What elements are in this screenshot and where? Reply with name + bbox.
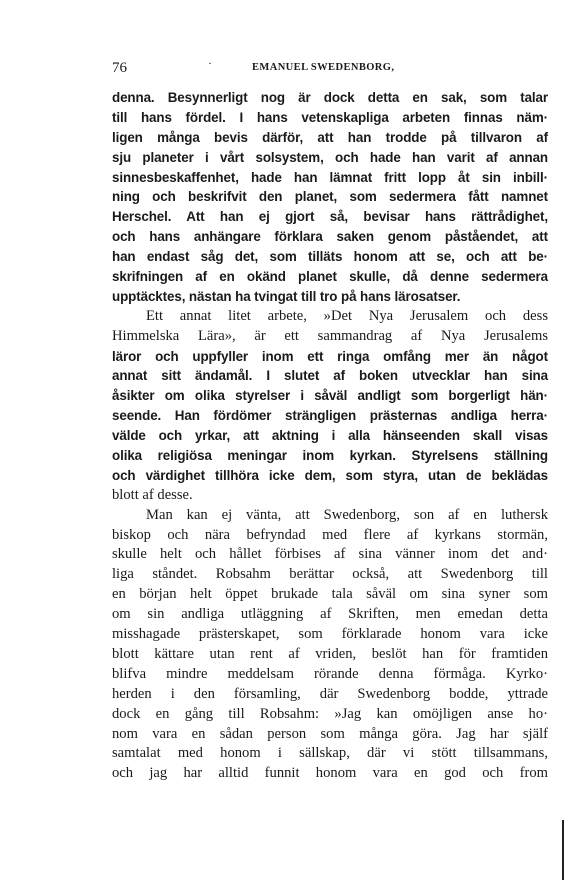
header-dot: · [208, 56, 212, 70]
text-line: blott kättare utan rent af vriden, beslöt han för framtiden [112, 645, 548, 662]
text-line: misshagade prästerskapet, som förklarade honom vara icke [112, 626, 548, 643]
text-line: blifva mindre meddelsam rörande denna förmåga. Kyrko· [112, 665, 548, 682]
margin-line [562, 820, 564, 880]
text-line: och hans anhängare förklara saken genom påståendet, att [112, 229, 548, 245]
text-line: Ett annat litet arbete, »Det Nya Jerusalem och dess [146, 307, 548, 324]
page-number: 76 [112, 60, 127, 76]
text-line: sinnesbeskaffenhet, hade han lämnat fritt lopp åt sin inbill· [112, 169, 548, 185]
text-line: seende. Han fördömer strängligen prästernas andliga herra· [112, 408, 548, 424]
text-line: upptäcktes, nästan ha tvingat till tro på hans lärosatser. [112, 288, 461, 304]
text-line: och jag har alltid funnit honom vara en god och from [112, 765, 548, 782]
text-line: samtalat med honom i sällskap, där vi stött tillsammans, [112, 745, 548, 762]
text-line: han endast såg det, som tilläts honom att se, och att be· [112, 249, 548, 265]
text-line: skrifningen af en okänd planet skulle, då denne sedermera [112, 269, 548, 285]
text-line: välde och yrkar, att aktning i alla hänseenden skall visas [112, 428, 548, 444]
text-line: skulle helt och hållet förbises af sina vänner inom det and· [112, 546, 548, 563]
text-line: Himmelska Lära», är ett sammandrag af Nya Jerusalems [112, 327, 548, 344]
text-line: om sin andliga utläggning af Skriften, men emedan detta [112, 606, 548, 623]
text-line: olika religiösa meningar inom kyrkan. Styrelsens ställning [112, 448, 548, 464]
text-line: till hans fördel. I hans vetenskapliga arbeten finnas näm· [112, 109, 548, 125]
text-line: Herschel. Att han ej gjort så, bevisar hans rättrådighet, [112, 209, 548, 225]
text-line: ligen många bevis därför, att han trodde på tillvaron af [112, 129, 548, 145]
text-line: blott af desse. [112, 486, 193, 503]
text-line: liga ståndet. Robsahm berättar också, att Swedenborg till [112, 566, 548, 583]
text-line: nom vara en sådan person som många göra. Jag har själf [112, 725, 548, 742]
body-text [112, 88, 548, 784]
text-line: läror och uppfyller inom ett ringa omfång mer än något [112, 348, 548, 364]
text-line: en början helt öppet brukade tala såväl om sina syner som [112, 586, 548, 603]
running-title: EMANUEL SWEDENBORG, [252, 62, 395, 73]
text-line: Man kan ej vänta, att Swedenborg, son af en luthersk [146, 506, 548, 523]
text-line: denna. Besynnerligt nog är dock detta en sak, som talar [112, 90, 548, 105]
text-line: åsikter om olika styrelser i såväl andligt som borgerligt hän· [112, 388, 548, 404]
text-line: ning och beskrifvit den planet, som sedermera fått namnet [112, 189, 548, 205]
text-line: och värdighet tillhöra icke dem, som styra, utan de beklädas [112, 467, 548, 483]
text-line: dock en gång till Robsahm: »Jag kan omöjligen anse ho· [112, 705, 548, 722]
text-line: biskop och nära befryndad med flere af kyrkans stormän, [112, 526, 548, 543]
running-head [112, 58, 548, 78]
text-line: herden i den församling, där Swedenborg bodde, yttrade [112, 685, 548, 702]
text-line: sju planeter i vårt solsystem, och hade han varit af annan [112, 149, 548, 165]
text-line: annat sitt ändamål. I slutet af boken utvecklar han sina [112, 368, 548, 384]
